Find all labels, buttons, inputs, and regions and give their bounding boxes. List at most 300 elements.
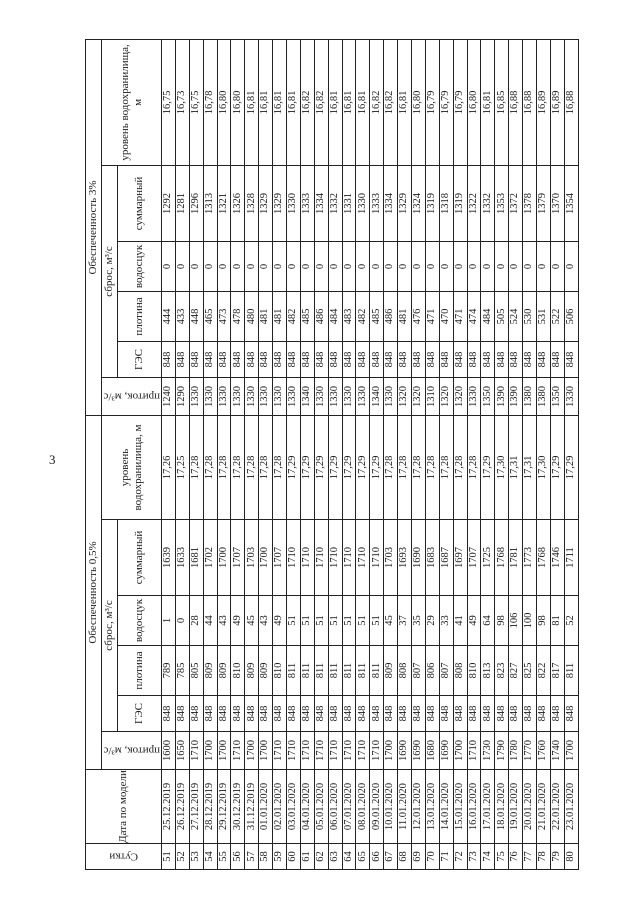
table-cell: 1331 bbox=[342, 165, 356, 241]
table-cell: 1633 bbox=[175, 520, 189, 596]
table-cell: 51 bbox=[287, 596, 301, 646]
table-cell: 0 bbox=[175, 596, 189, 646]
table-cell: 17,28 bbox=[217, 415, 231, 519]
table-row bbox=[259, 39, 273, 869]
header-spillway-b: водосцук bbox=[118, 241, 162, 291]
table-row bbox=[217, 39, 231, 869]
table-cell: 848 bbox=[231, 341, 245, 377]
table-cell: 59 bbox=[273, 844, 287, 870]
table-cell: 58 bbox=[259, 844, 273, 870]
table-cell: 0 bbox=[314, 241, 328, 291]
table-cell: 848 bbox=[370, 696, 384, 732]
table-cell: 17,28 bbox=[467, 415, 481, 519]
table-cell: 43 bbox=[217, 596, 231, 646]
table-cell: 848 bbox=[162, 341, 176, 377]
table-cell: 848 bbox=[273, 696, 287, 732]
table-row bbox=[412, 39, 426, 869]
table-cell: 789 bbox=[162, 646, 176, 696]
table-cell: 44 bbox=[203, 596, 217, 646]
table-cell: 811 bbox=[342, 646, 356, 696]
table-cell: 17,28 bbox=[439, 415, 453, 519]
table-cell: 17,28 bbox=[398, 415, 412, 519]
table-cell: 17,29 bbox=[370, 415, 384, 519]
table-cell: 848 bbox=[273, 341, 287, 377]
table-cell: 1332 bbox=[328, 165, 342, 241]
header-total-a: суммарный bbox=[118, 520, 162, 596]
table-cell: 20.01.2020 bbox=[523, 770, 537, 844]
table-cell: 1700 bbox=[259, 732, 273, 770]
table-cell: 79 bbox=[550, 844, 564, 870]
table-cell: 1683 bbox=[425, 520, 439, 596]
table-cell: 16,82 bbox=[384, 39, 398, 165]
table-cell: 848 bbox=[245, 696, 259, 732]
table-cell: 848 bbox=[245, 341, 259, 377]
table-cell: 19.01.2020 bbox=[509, 770, 523, 844]
table-cell: 1639 bbox=[162, 520, 176, 596]
table-cell: 49 bbox=[273, 596, 287, 646]
header-inflow-a: приток, м³/с bbox=[102, 732, 162, 770]
table-cell: 1240 bbox=[162, 377, 176, 415]
table-cell: 1320 bbox=[412, 377, 426, 415]
table-cell: 1333 bbox=[300, 165, 314, 241]
table-cell: 16,81 bbox=[342, 39, 356, 165]
table-cell: 1328 bbox=[245, 165, 259, 241]
table-cell: 54 bbox=[203, 844, 217, 870]
table-cell: 41 bbox=[453, 596, 467, 646]
table-cell: 27.12.2019 bbox=[189, 770, 203, 844]
table-cell: 1700 bbox=[453, 732, 467, 770]
table-cell: 51 bbox=[328, 596, 342, 646]
table-cell: 45 bbox=[384, 596, 398, 646]
header-hpp-b: ГЭС bbox=[118, 341, 162, 377]
table-cell: 848 bbox=[481, 341, 495, 377]
table-cell: 16,81 bbox=[259, 39, 273, 165]
table-cell: 1700 bbox=[384, 732, 398, 770]
table-cell: 1353 bbox=[495, 165, 509, 241]
table-cell: 16,80 bbox=[412, 39, 426, 165]
table-cell: 807 bbox=[412, 646, 426, 696]
table-cell: 71 bbox=[439, 844, 453, 870]
table-cell: 1340 bbox=[370, 377, 384, 415]
table-cell: 16,88 bbox=[564, 39, 578, 165]
table-cell: 16.01.2020 bbox=[467, 770, 481, 844]
table-cell: 1390 bbox=[509, 377, 523, 415]
table-cell: 1380 bbox=[537, 377, 551, 415]
table-cell: 808 bbox=[453, 646, 467, 696]
table-cell: 1703 bbox=[245, 520, 259, 596]
table-cell: 16,88 bbox=[523, 39, 537, 165]
table-cell: 530 bbox=[523, 291, 537, 341]
table-cell: 848 bbox=[495, 341, 509, 377]
table-cell: 476 bbox=[412, 291, 426, 341]
table-cell: 505 bbox=[495, 291, 509, 341]
table-cell: 811 bbox=[287, 646, 301, 696]
table-cell: 29 bbox=[425, 596, 439, 646]
table-cell: 17,28 bbox=[245, 415, 259, 519]
table-cell: 1702 bbox=[203, 520, 217, 596]
table-cell: 848 bbox=[453, 341, 467, 377]
table-cell: 810 bbox=[231, 646, 245, 696]
table-cell: 848 bbox=[384, 341, 398, 377]
table-cell: 1321 bbox=[217, 165, 231, 241]
table-cell: 1330 bbox=[356, 165, 370, 241]
table-cell: 28.12.2019 bbox=[203, 770, 217, 844]
header-discharge-b: сброс, м³/с bbox=[102, 165, 118, 377]
header-level-b: уровень водохранилища, м bbox=[102, 39, 162, 165]
table-cell: 1687 bbox=[439, 520, 453, 596]
table-cell: 1650 bbox=[175, 732, 189, 770]
table-cell: 848 bbox=[342, 696, 356, 732]
table-cell: 16,88 bbox=[509, 39, 523, 165]
table-cell: 465 bbox=[203, 291, 217, 341]
table-cell: 433 bbox=[175, 291, 189, 341]
table-cell: 1334 bbox=[384, 165, 398, 241]
table-cell: 848 bbox=[217, 341, 231, 377]
table-row bbox=[523, 39, 537, 869]
table-cell: 17,28 bbox=[231, 415, 245, 519]
table-cell: 522 bbox=[550, 291, 564, 341]
table-cell: 805 bbox=[189, 646, 203, 696]
table-cell: 848 bbox=[328, 341, 342, 377]
table-cell: 17,25 bbox=[175, 415, 189, 519]
table-cell: 16,81 bbox=[245, 39, 259, 165]
table-cell: 478 bbox=[231, 291, 245, 341]
table-cell: 806 bbox=[425, 646, 439, 696]
table-cell: 16,89 bbox=[550, 39, 564, 165]
table-cell: 0 bbox=[287, 241, 301, 291]
table-row bbox=[175, 39, 189, 869]
table-cell: 1700 bbox=[259, 520, 273, 596]
table-cell: 1770 bbox=[523, 732, 537, 770]
table-row bbox=[287, 39, 301, 869]
table-cell: 1740 bbox=[550, 732, 564, 770]
table-row bbox=[328, 39, 342, 869]
table-cell: 848 bbox=[509, 696, 523, 732]
header-dam-a: плотина bbox=[118, 646, 162, 696]
table-cell: 848 bbox=[467, 696, 481, 732]
table-cell: 0 bbox=[231, 241, 245, 291]
table-cell: 17,31 bbox=[523, 415, 537, 519]
table-cell: 848 bbox=[356, 696, 370, 732]
header-total-b: суммарный bbox=[118, 165, 162, 241]
table-row bbox=[467, 39, 481, 869]
table-cell: 17,29 bbox=[564, 415, 578, 519]
table-cell: 1710 bbox=[342, 732, 356, 770]
table-cell: 809 bbox=[245, 646, 259, 696]
table-cell: 52 bbox=[564, 596, 578, 646]
table-cell: 05.01.2020 bbox=[314, 770, 328, 844]
table-cell: 1330 bbox=[356, 377, 370, 415]
table-cell: 1760 bbox=[537, 732, 551, 770]
table-cell: 64 bbox=[481, 596, 495, 646]
table-cell: 848 bbox=[425, 341, 439, 377]
table-cell: 16,79 bbox=[439, 39, 453, 165]
table-cell: 0 bbox=[467, 241, 481, 291]
table-cell: 1340 bbox=[300, 377, 314, 415]
table-cell: 17,28 bbox=[273, 415, 287, 519]
table-row bbox=[481, 39, 495, 869]
table-cell: 1290 bbox=[175, 377, 189, 415]
table-cell: 0 bbox=[523, 241, 537, 291]
table-cell: 1746 bbox=[550, 520, 564, 596]
table-cell: 17,29 bbox=[342, 415, 356, 519]
table-cell: 78 bbox=[537, 844, 551, 870]
table-cell: 1330 bbox=[231, 377, 245, 415]
table-cell: 1710 bbox=[342, 520, 356, 596]
table-cell: 848 bbox=[259, 341, 273, 377]
table-cell: 481 bbox=[398, 291, 412, 341]
table-cell: 811 bbox=[300, 646, 314, 696]
table-cell: 1697 bbox=[453, 520, 467, 596]
table-cell: 16,81 bbox=[356, 39, 370, 165]
table-cell: 17.01.2020 bbox=[481, 770, 495, 844]
table-cell: 13.01.2020 bbox=[425, 770, 439, 844]
table-cell: 0 bbox=[398, 241, 412, 291]
table-cell: 444 bbox=[162, 291, 176, 341]
table-cell: 51 bbox=[162, 844, 176, 870]
table-cell: 483 bbox=[342, 291, 356, 341]
table-cell: 66 bbox=[370, 844, 384, 870]
header-hpp-a: ГЭС bbox=[118, 696, 162, 732]
header-spillway-a: водосцук bbox=[118, 596, 162, 646]
table-cell: 1330 bbox=[189, 377, 203, 415]
table-cell: 17,29 bbox=[356, 415, 370, 519]
table-cell: 848 bbox=[287, 696, 301, 732]
table-cell: 61 bbox=[300, 844, 314, 870]
table-cell: 531 bbox=[537, 291, 551, 341]
table-cell: 848 bbox=[259, 696, 273, 732]
table-cell: 1710 bbox=[273, 732, 287, 770]
table-cell: 17,28 bbox=[259, 415, 273, 519]
table-cell: 848 bbox=[412, 696, 426, 732]
table-cell: 16,73 bbox=[175, 39, 189, 165]
header-day: Сутки bbox=[86, 844, 162, 870]
table-cell: 1333 bbox=[370, 165, 384, 241]
table-cell: 811 bbox=[328, 646, 342, 696]
table-cell: 21.01.2020 bbox=[537, 770, 551, 844]
table-cell: 1600 bbox=[162, 732, 176, 770]
table-cell: 848 bbox=[300, 696, 314, 732]
table-cell: 16,82 bbox=[370, 39, 384, 165]
table-cell: 1330 bbox=[342, 377, 356, 415]
table-cell: 1703 bbox=[384, 520, 398, 596]
table-cell: 1319 bbox=[453, 165, 467, 241]
table-cell: 1334 bbox=[314, 165, 328, 241]
rotated-table-container bbox=[85, 40, 575, 870]
table-cell: 33 bbox=[439, 596, 453, 646]
table-cell: 1710 bbox=[370, 520, 384, 596]
table-cell: 810 bbox=[467, 646, 481, 696]
table-cell: 53 bbox=[189, 844, 203, 870]
table-cell: 506 bbox=[564, 291, 578, 341]
table-cell: 1710 bbox=[356, 732, 370, 770]
table-cell: 1693 bbox=[398, 520, 412, 596]
table-cell: 70 bbox=[425, 844, 439, 870]
table-cell: 1681 bbox=[189, 520, 203, 596]
table-cell: 09.01.2020 bbox=[370, 770, 384, 844]
table-row bbox=[273, 39, 287, 869]
table-cell: 1370 bbox=[550, 165, 564, 241]
table-cell: 14.01.2020 bbox=[439, 770, 453, 844]
table-cell: 65 bbox=[356, 844, 370, 870]
table-cell: 1710 bbox=[328, 732, 342, 770]
table-cell: 75 bbox=[495, 844, 509, 870]
table-cell: 0 bbox=[259, 241, 273, 291]
table-cell: 1324 bbox=[412, 165, 426, 241]
table-cell: 63 bbox=[328, 844, 342, 870]
table-cell: 848 bbox=[509, 341, 523, 377]
table-cell: 60 bbox=[287, 844, 301, 870]
table-cell: 1710 bbox=[314, 732, 328, 770]
table-cell: 848 bbox=[189, 341, 203, 377]
table-cell: 1768 bbox=[495, 520, 509, 596]
table-cell: 1380 bbox=[523, 377, 537, 415]
table-cell: 1330 bbox=[245, 377, 259, 415]
table-cell: 1350 bbox=[481, 377, 495, 415]
table-cell: 848 bbox=[356, 341, 370, 377]
table-cell: 10.01.2020 bbox=[384, 770, 398, 844]
table-cell: 848 bbox=[314, 341, 328, 377]
table-cell: 1330 bbox=[287, 165, 301, 241]
table-cell: 1690 bbox=[412, 732, 426, 770]
table-cell: 848 bbox=[537, 341, 551, 377]
table-cell: 1680 bbox=[425, 732, 439, 770]
table-cell: 848 bbox=[564, 696, 578, 732]
table-cell: 37 bbox=[398, 596, 412, 646]
table-cell: 473 bbox=[217, 291, 231, 341]
table-cell: 16,79 bbox=[425, 39, 439, 165]
header-group-b: Обеспеченность 3% bbox=[86, 39, 102, 415]
table-cell: 74 bbox=[481, 844, 495, 870]
table-cell: 17,29 bbox=[287, 415, 301, 519]
table-cell: 17,28 bbox=[384, 415, 398, 519]
table-row bbox=[370, 39, 384, 869]
table-cell: 16,89 bbox=[537, 39, 551, 165]
table-cell: 73 bbox=[467, 844, 481, 870]
table-cell: 1378 bbox=[523, 165, 537, 241]
table-cell: 1330 bbox=[467, 377, 481, 415]
table-cell: 1710 bbox=[370, 732, 384, 770]
table-cell: 49 bbox=[231, 596, 245, 646]
table-cell: 0 bbox=[412, 241, 426, 291]
table-cell: 03.01.2020 bbox=[287, 770, 301, 844]
table-cell: 1707 bbox=[231, 520, 245, 596]
table-cell: 822 bbox=[537, 646, 551, 696]
table-row bbox=[550, 39, 564, 869]
table-cell: 1379 bbox=[537, 165, 551, 241]
table-cell: 17,29 bbox=[550, 415, 564, 519]
table-cell: 1690 bbox=[412, 520, 426, 596]
table-cell: 1707 bbox=[467, 520, 481, 596]
table-cell: 848 bbox=[453, 696, 467, 732]
table-cell: 811 bbox=[356, 646, 370, 696]
table-cell: 448 bbox=[189, 291, 203, 341]
table-cell: 1330 bbox=[259, 377, 273, 415]
table-cell: 1710 bbox=[189, 732, 203, 770]
table-cell: 1707 bbox=[273, 520, 287, 596]
table-row bbox=[162, 39, 176, 869]
table-cell: 1730 bbox=[481, 732, 495, 770]
table-cell: 486 bbox=[384, 291, 398, 341]
table-cell: 809 bbox=[259, 646, 273, 696]
table-cell: 482 bbox=[287, 291, 301, 341]
reservoir-table bbox=[85, 39, 579, 870]
table-cell: 1313 bbox=[203, 165, 217, 241]
table-cell: 848 bbox=[467, 341, 481, 377]
table-cell: 1710 bbox=[356, 520, 370, 596]
table-body bbox=[162, 39, 579, 869]
table-cell: 848 bbox=[550, 696, 564, 732]
table-cell: 813 bbox=[481, 646, 495, 696]
table-cell: 809 bbox=[217, 646, 231, 696]
table-cell: 1700 bbox=[217, 520, 231, 596]
table-cell: 67 bbox=[384, 844, 398, 870]
table-cell: 1773 bbox=[523, 520, 537, 596]
table-cell: 16,78 bbox=[203, 39, 217, 165]
table-cell: 16,82 bbox=[314, 39, 328, 165]
table-cell: 848 bbox=[162, 696, 176, 732]
table-cell: 1690 bbox=[439, 732, 453, 770]
table-cell: 06.01.2020 bbox=[328, 770, 342, 844]
table-cell: 28 bbox=[189, 596, 203, 646]
table-cell: 02.01.2020 bbox=[273, 770, 287, 844]
table-cell: 1310 bbox=[425, 377, 439, 415]
table-cell: 51 bbox=[342, 596, 356, 646]
table-cell: 0 bbox=[245, 241, 259, 291]
table-row bbox=[453, 39, 467, 869]
table-cell: 16,75 bbox=[189, 39, 203, 165]
table-cell: 0 bbox=[439, 241, 453, 291]
table-cell: 30.12.2019 bbox=[231, 770, 245, 844]
table-cell: 80 bbox=[564, 844, 578, 870]
table-cell: 848 bbox=[412, 341, 426, 377]
table-cell: 1372 bbox=[509, 165, 523, 241]
table-cell: 481 bbox=[273, 291, 287, 341]
table-cell: 1390 bbox=[495, 377, 509, 415]
table-cell: 848 bbox=[300, 341, 314, 377]
table-row bbox=[439, 39, 453, 869]
table-cell: 0 bbox=[342, 241, 356, 291]
table-cell: 16,80 bbox=[217, 39, 231, 165]
table-cell: 1710 bbox=[287, 520, 301, 596]
table-row bbox=[300, 39, 314, 869]
table-cell: 0 bbox=[370, 241, 384, 291]
table-cell: 17,28 bbox=[425, 415, 439, 519]
header-level-a: уровень водохранилища, м bbox=[102, 415, 162, 519]
table-cell: 825 bbox=[523, 646, 537, 696]
table-cell: 471 bbox=[425, 291, 439, 341]
table-cell: 07.01.2020 bbox=[342, 770, 356, 844]
table-cell: 1781 bbox=[509, 520, 523, 596]
table-cell: 04.01.2020 bbox=[300, 770, 314, 844]
table-cell: 1322 bbox=[467, 165, 481, 241]
table-row bbox=[425, 39, 439, 869]
table-cell: 17,29 bbox=[300, 415, 314, 519]
table-cell: 1700 bbox=[564, 732, 578, 770]
table-cell: 1710 bbox=[467, 732, 481, 770]
table-cell: 848 bbox=[203, 696, 217, 732]
table-cell: 0 bbox=[550, 241, 564, 291]
table-cell: 1292 bbox=[162, 165, 176, 241]
table-cell: 35 bbox=[412, 596, 426, 646]
table-cell: 848 bbox=[384, 696, 398, 732]
table-cell: 1700 bbox=[203, 732, 217, 770]
table-cell: 1 bbox=[162, 596, 176, 646]
table-cell: 0 bbox=[203, 241, 217, 291]
table-cell: 485 bbox=[370, 291, 384, 341]
table-cell: 76 bbox=[509, 844, 523, 870]
table-cell: 45 bbox=[245, 596, 259, 646]
